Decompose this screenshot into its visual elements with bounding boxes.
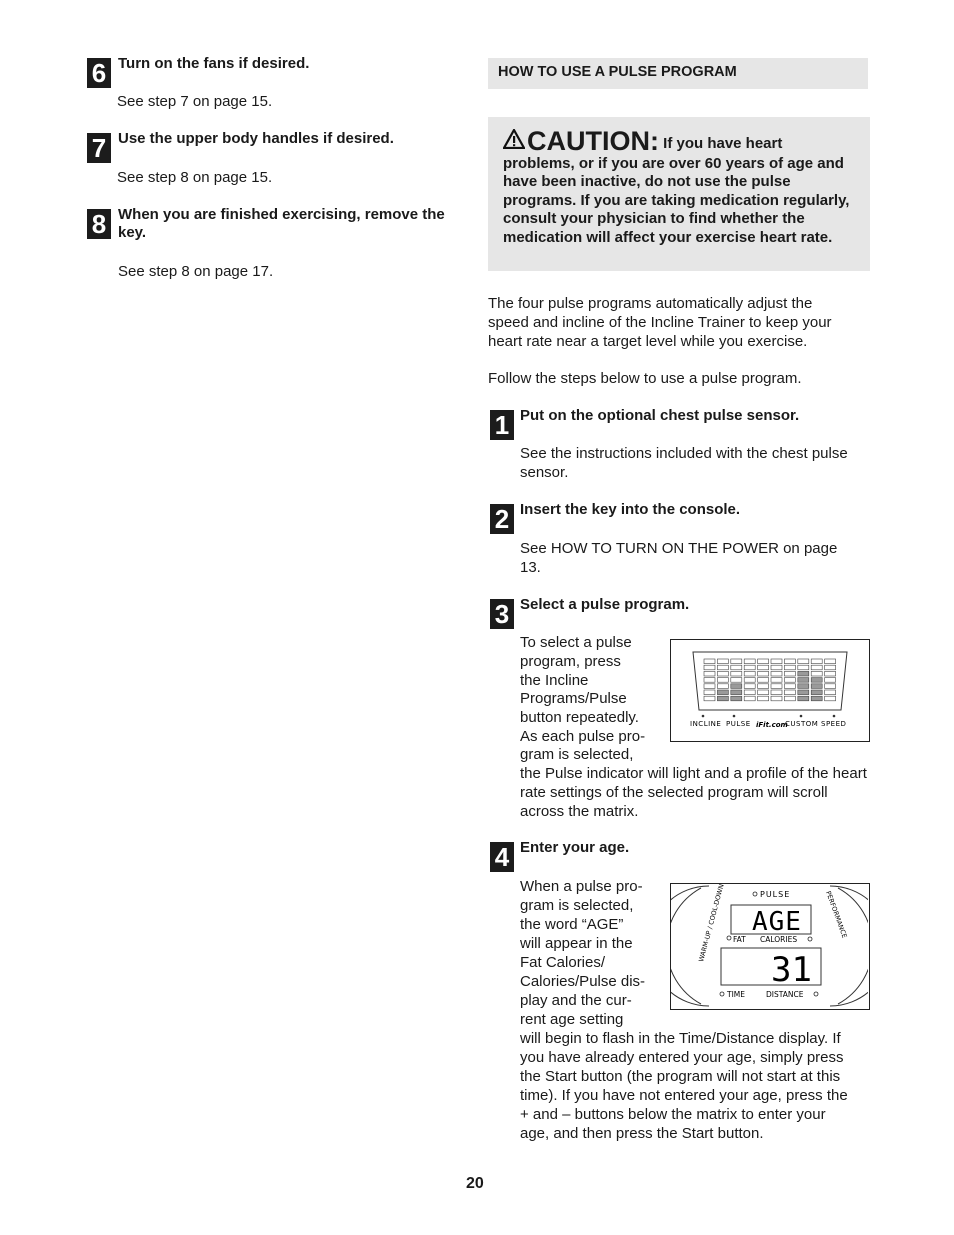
matrix-cell (825, 690, 836, 695)
step-number-4: 4 (490, 842, 514, 872)
matrix-cell (717, 684, 728, 689)
step-number-2: 2 (490, 504, 514, 534)
matrix-cell (784, 696, 795, 701)
matrix-cell (758, 696, 769, 701)
step-4-text-wide-3: the Start button (the program will not start at this (520, 1068, 841, 1085)
matrix-cell (784, 678, 795, 683)
warning-triangle-icon (503, 129, 525, 155)
matrix-cell (717, 678, 728, 683)
pulse-label: PULSE (726, 720, 751, 728)
matrix-cell (717, 690, 728, 695)
custom-label: CUSTOM (785, 720, 819, 728)
matrix-cell (771, 659, 782, 664)
matrix-cell (744, 665, 755, 670)
matrix-cell (771, 696, 782, 701)
matrix-cell (758, 671, 769, 676)
matrix-cell (798, 671, 809, 676)
step-1-text-2: sensor. (520, 464, 569, 481)
step-3-text-narrow-4: Programs/Pulse (520, 690, 627, 707)
matrix-cell (825, 671, 836, 676)
matrix-cell (744, 671, 755, 676)
matrix-cell (731, 665, 742, 670)
matrix-cell (771, 671, 782, 676)
matrix-cell (811, 678, 822, 683)
step-4-text-narrow-3: the word “AGE” (520, 916, 624, 933)
step-6-text: See step 7 on page 15. (117, 93, 273, 110)
pulse-indicator-label: PULSE (760, 890, 791, 899)
incline-label: INCLINE (690, 720, 722, 728)
page-number: 20 (466, 1175, 484, 1192)
matrix-cell (731, 690, 742, 695)
matrix-cell (811, 671, 822, 676)
matrix-cell (784, 665, 795, 670)
matrix-cell (744, 696, 755, 701)
step-3-text-narrow-7: gram is selected, (520, 746, 634, 763)
caution-paragraph (503, 126, 858, 247)
step-3-text-narrow-5: button repeatedly. (520, 709, 639, 726)
console-display-figure (670, 883, 870, 1010)
step-1-heading: Put on the optional chest pulse sensor. (520, 407, 800, 424)
matrix-cell (704, 690, 715, 695)
step-number-7: 7 (87, 133, 111, 163)
matrix-cell (744, 690, 755, 695)
matrix-cell (825, 678, 836, 683)
matrix-cell (717, 659, 728, 664)
caution-word: CAUTION: (527, 126, 659, 156)
step-3-text-narrow-1: To select a pulse (520, 634, 632, 651)
step-4-text-narrow-8: rent age setting (520, 1011, 624, 1028)
step-3-text-narrow-2: program, press (520, 653, 621, 670)
step-4-text-narrow-4: will appear in the (520, 935, 633, 952)
matrix-cell (798, 678, 809, 683)
time-label: TIME (727, 990, 746, 999)
matrix-cell (758, 678, 769, 683)
step-number-8: 8 (87, 209, 111, 239)
matrix-cell (731, 659, 742, 664)
matrix-cell (811, 696, 822, 701)
age-readout: AGE (752, 907, 802, 937)
matrix-cell (704, 671, 715, 676)
performance-arc-label: PERFORMANCE (824, 889, 849, 940)
section-title: HOW TO USE A PULSE PROGRAM (498, 64, 737, 80)
matrix-cell (771, 678, 782, 683)
step-4-text-narrow-6: Calories/Pulse dis- (520, 973, 646, 990)
matrix-cell (717, 696, 728, 701)
step-4-text-wide-2: you have already entered your age, simply press (520, 1049, 844, 1066)
caution-box (488, 117, 870, 271)
step-3-text-wide-2: rate settings of the selected program will scroll (520, 784, 828, 801)
intro-follow: Follow the steps below to use a pulse program. (488, 370, 802, 387)
matrix-cell (798, 690, 809, 695)
matrix-cell (717, 665, 728, 670)
matrix-cell (771, 684, 782, 689)
matrix-cell (744, 684, 755, 689)
intro-line-2: speed and incline of the Incline Trainer to keep your (488, 314, 832, 331)
console-matrix-figure (670, 639, 870, 742)
age-value-readout: 31 (771, 950, 812, 990)
matrix-cell (825, 696, 836, 701)
matrix-cell (731, 671, 742, 676)
matrix-illustration (671, 640, 868, 740)
matrix-cell (784, 659, 795, 664)
matrix-cell (758, 684, 769, 689)
matrix-cell (784, 690, 795, 695)
step-8-text: See step 8 on page 17. (118, 263, 274, 280)
step-3-text-wide-3: across the matrix. (520, 803, 639, 820)
step-4-text-narrow-1: When a pulse pro- (520, 878, 643, 895)
matrix-cell (704, 659, 715, 664)
step-7-text: See step 8 on page 15. (117, 169, 273, 186)
matrix-cell (784, 684, 795, 689)
matrix-cell (744, 659, 755, 664)
fat-label: FAT (733, 935, 746, 944)
matrix-cell (825, 665, 836, 670)
intro-line-3: heart rate near a target level while you exercise. (488, 333, 808, 350)
step-2-text-2: 13. (520, 559, 541, 576)
matrix-cell (825, 684, 836, 689)
matrix-cell (731, 696, 742, 701)
matrix-cell (758, 690, 769, 695)
step-8-heading-line1: When you are finished exercising, remove the (118, 206, 445, 223)
matrix-cell (704, 684, 715, 689)
caution-text: If you have heart problems, or if you are over 60 years of age and have been inactive, do not use the pulse programs. If you are taking medication regularly, consult your physician to find whether the medication will affect your exercise heart rate. (503, 135, 850, 246)
step-4-text-wide-1: will begin to flash in the Time/Distance display. If (520, 1030, 841, 1047)
step-4-heading: Enter your age. (520, 839, 630, 856)
step-4-text-wide-5: + and – buttons below the matrix to enter your (520, 1106, 826, 1123)
matrix-cell (784, 671, 795, 676)
distance-label: DISTANCE (766, 990, 804, 999)
matrix-cell (811, 684, 822, 689)
matrix-cell (811, 659, 822, 664)
matrix-cell (798, 665, 809, 670)
step-number-1: 1 (490, 410, 514, 440)
matrix-cell (704, 678, 715, 683)
step-4-text-wide-6: age, and then press the Start button. (520, 1125, 764, 1142)
step-6-heading: Turn on the fans if desired. (118, 55, 310, 72)
matrix-cell (825, 659, 836, 664)
step-4-text-narrow-5: Fat Calories/ (520, 954, 606, 971)
matrix-cell (758, 659, 769, 664)
matrix-cell (798, 696, 809, 701)
matrix-cell (704, 665, 715, 670)
step-3-text-narrow-6: As each pulse pro- (520, 728, 646, 745)
calories-label: CALORIES (760, 935, 798, 944)
step-4-text-wide-4: time). If you have not entered your age, press the (520, 1087, 848, 1104)
step-number-6: 6 (87, 58, 111, 88)
step-4-text-narrow-2: gram is selected, (520, 897, 634, 914)
step-2-text-1: See HOW TO TURN ON THE POWER on page (520, 540, 838, 557)
step-3-text-narrow-3: the Incline (520, 672, 589, 689)
matrix-cell (704, 696, 715, 701)
matrix-cell (744, 678, 755, 683)
matrix-cell (798, 659, 809, 664)
ifit-logo: iFit.com (756, 721, 788, 729)
step-4-text-narrow-7: play and the cur- (520, 992, 632, 1009)
matrix-cell (811, 690, 822, 695)
step-3-text-wide-1: the Pulse indicator will light and a profile of the heart (520, 765, 867, 782)
step-2-heading: Insert the key into the console. (520, 501, 741, 518)
display-illustration (671, 884, 868, 1008)
step-number-3: 3 (490, 599, 514, 629)
matrix-cell (731, 678, 742, 683)
warmup-cooldown-arc-label: WARM-UP / COOL-DOWN (697, 884, 726, 963)
step-1-text-1: See the instructions included with the chest pulse (520, 445, 848, 462)
step-8-heading-line2: key. (118, 224, 147, 241)
step-7-heading: Use the upper body handles if desired. (118, 130, 394, 147)
intro-line-1: The four pulse programs automatically adjust the (488, 295, 813, 312)
matrix-cell (811, 665, 822, 670)
section-title-bar (488, 58, 868, 89)
matrix-cell (731, 684, 742, 689)
matrix-cell (771, 665, 782, 670)
matrix-cell (717, 671, 728, 676)
matrix-cell (798, 684, 809, 689)
speed-label: SPEED (821, 720, 847, 728)
matrix-cell (771, 690, 782, 695)
matrix-cell (758, 665, 769, 670)
step-3-heading: Select a pulse program. (520, 596, 690, 613)
